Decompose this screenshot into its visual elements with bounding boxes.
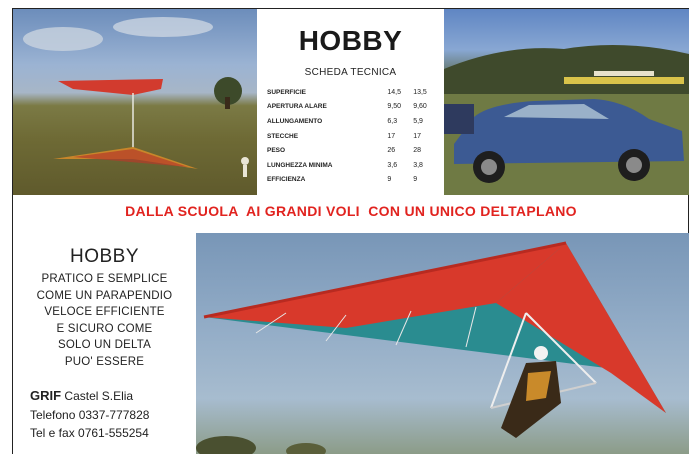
description-line: PRATICO E SEMPLICE bbox=[41, 273, 168, 285]
spec-row bbox=[267, 158, 439, 173]
spec-value-2: 9,60 bbox=[413, 103, 427, 111]
spec-value-2: 17 bbox=[413, 132, 421, 140]
spec-value-1: 14,5 bbox=[387, 88, 402, 96]
spec-row bbox=[267, 129, 439, 144]
spec-value-1: 17 bbox=[387, 132, 396, 140]
spec-table bbox=[267, 85, 439, 187]
brand-name: GRIF bbox=[30, 388, 62, 403]
spec-row bbox=[267, 143, 439, 158]
phone-number: Telefono 0337-777828 bbox=[30, 407, 150, 422]
product-description bbox=[13, 271, 196, 370]
spec-row bbox=[267, 114, 439, 129]
spec-value-1: 3,6 bbox=[387, 161, 398, 169]
product-title: HOBBY bbox=[69, 246, 140, 267]
brand-location: Castel S.Elia bbox=[64, 389, 134, 403]
brand-line bbox=[30, 387, 200, 406]
spec-label: LUNGHEZZA MINIMA bbox=[267, 161, 333, 169]
description-line: VELOCE EFFICIENTE bbox=[44, 306, 165, 318]
spec-label: SUPERFICIE bbox=[267, 88, 307, 96]
glider-flight-photo bbox=[196, 233, 689, 454]
spec-value-1: 6,3 bbox=[387, 117, 398, 125]
spec-value-2: 5,9 bbox=[413, 117, 423, 125]
spec-label: ALLUNGAMENTO bbox=[267, 117, 323, 125]
spec-value-2: 13,5 bbox=[413, 88, 427, 96]
car-with-glider-photo bbox=[444, 9, 689, 195]
spec-row bbox=[267, 173, 439, 188]
fax-number: Tel e fax 0761-555254 bbox=[30, 426, 149, 440]
spec-value-2: 28 bbox=[413, 147, 421, 155]
spec-label: STECCHE bbox=[267, 132, 299, 140]
spec-label: EFFICIENZA bbox=[267, 176, 306, 184]
description-line: COME UN PARAPENDIO bbox=[36, 289, 173, 302]
product-description-panel bbox=[13, 233, 196, 454]
headline: DALLA SCUOLA AI GRANDI VOLI CON UN UNICO DELTAPLANO bbox=[125, 203, 577, 219]
spec-value-1: 9 bbox=[387, 176, 392, 184]
spec-value-2: 9 bbox=[413, 176, 418, 184]
contact-block bbox=[30, 387, 200, 443]
launch-site-photo bbox=[13, 9, 257, 195]
spec-title: HOBBY bbox=[298, 25, 403, 56]
spec-subtitle: SCHEDA TECNICA bbox=[304, 67, 397, 78]
spec-label: PESO bbox=[267, 147, 286, 155]
spec-value-2: 3,8 bbox=[413, 161, 423, 169]
description-line: PUO' ESSERE bbox=[64, 355, 145, 368]
description-line: SOLO UN DELTA bbox=[58, 339, 151, 351]
spec-label: APERTURA ALARE bbox=[267, 103, 327, 111]
spec-value-1: 26 bbox=[387, 147, 396, 155]
spec-row bbox=[267, 100, 439, 115]
spec-value-1: 9,50 bbox=[387, 103, 402, 111]
spec-row bbox=[267, 85, 439, 100]
description-line: E SICURO COME bbox=[56, 322, 153, 335]
spec-sheet bbox=[258, 9, 443, 195]
